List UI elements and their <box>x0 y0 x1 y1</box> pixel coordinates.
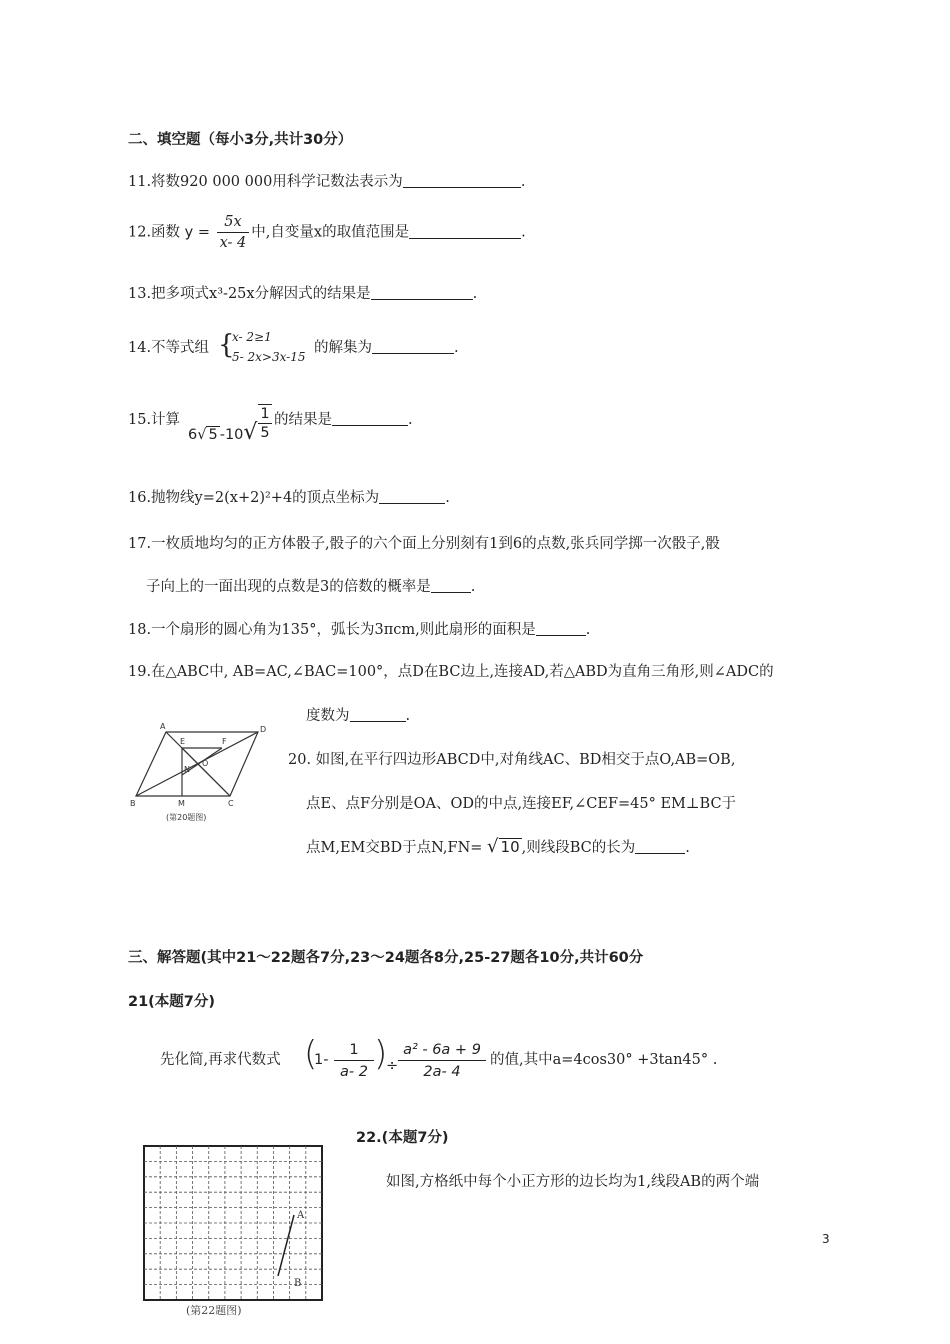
label-f: F <box>222 737 227 746</box>
label-b: B <box>294 1278 302 1289</box>
section-2-heading: 二、填空题（每小3分,共计30分） <box>128 132 353 148</box>
question-15-suffix: 的结果是 <box>274 412 332 428</box>
radicand-5: 5 <box>208 427 218 443</box>
question-11-text: 11.将数920 000 000用科学记数法表示为 <box>128 174 403 190</box>
period: . <box>585 622 591 638</box>
function-y: y = <box>184 224 211 241</box>
one-minus: 1- <box>314 1052 329 1068</box>
figure-20-parallelogram <box>122 720 282 830</box>
expression-sqrt: 6√ 5 -10√ <box>188 420 258 445</box>
question-15-tail <box>274 408 413 429</box>
answer-blank <box>372 339 454 354</box>
question-17-line-2 <box>146 575 475 596</box>
figure-22-caption: (第22题图) <box>186 1304 242 1317</box>
label-a: A <box>297 1210 305 1221</box>
label-o: O <box>202 759 209 768</box>
answer-blank <box>379 489 445 504</box>
answer-blank <box>536 621 586 636</box>
answer-blank <box>431 578 471 593</box>
coefficient-6: 6 <box>188 427 198 443</box>
answer-blank <box>371 285 473 300</box>
question-16 <box>128 486 450 507</box>
question-20-text-b: ,则线段BC的长为 <box>521 840 636 856</box>
label-n: N <box>184 765 190 774</box>
fraction-numerator: a² - 6a + 9 <box>398 1040 486 1061</box>
inequality-line-2: 5- 2x>3x-15 <box>232 350 306 364</box>
period: . <box>470 579 476 595</box>
question-22-heading: 22.(本题7分) <box>356 1130 449 1146</box>
answer-blank <box>403 173 521 188</box>
question-20-line-1: 20. 如图,在平行四边形ABCD中,对角线AC、BD相交于点O,AB=OB, <box>288 752 736 768</box>
inner-fraction <box>258 404 272 442</box>
question-20-line-3 <box>306 836 690 857</box>
answer-blank <box>409 224 521 239</box>
radicand-10: 10 <box>500 838 520 856</box>
fraction-1-over-a-2 <box>334 1040 374 1083</box>
question-14-prefix: 14.不等式组 <box>128 340 210 356</box>
diagonal-bd <box>136 732 258 796</box>
question-19-line-1: 19.在△ABC中, AB=AC,∠BAC=100°，点D在BC边上,连接AD,若△ABD为直角三角形,则∠ADC的 <box>128 664 774 680</box>
section-3-heading: 三、解答题(其中21～22题各7分,23～24题各8分,25-27题各10分,共计60分 <box>128 950 644 966</box>
fraction-numerator: 5x <box>217 212 250 233</box>
division-sign: ÷ <box>386 1058 399 1074</box>
question-12 <box>128 212 526 253</box>
period: . <box>405 708 411 724</box>
question-18 <box>128 618 590 639</box>
question-17-text: 子向上的一面出现的点数是3的倍数的概率是 <box>146 579 431 595</box>
question-19-line-2 <box>306 704 410 725</box>
figure-22-grid <box>138 1140 338 1320</box>
radical-sign: √ <box>487 836 499 857</box>
question-13 <box>128 282 477 303</box>
fraction-denominator: a- 2 <box>340 1064 368 1080</box>
question-22-line-1: 如图,方格纸中每个小正方形的边长均为1,线段AB的两个端 <box>386 1174 760 1190</box>
label-b: B <box>130 799 136 808</box>
question-21-suffix: 的值,其中a=4cos30° +3tan45° . <box>490 1052 718 1068</box>
grid-lines <box>144 1146 322 1300</box>
question-11 <box>128 170 525 191</box>
label-m: M <box>178 799 185 808</box>
system-brace: { <box>218 330 235 360</box>
label-a: A <box>160 722 166 731</box>
question-21-heading: 21(本题7分) <box>128 994 216 1010</box>
period: . <box>445 490 450 506</box>
question-14-suffix: 的解集为 <box>314 340 372 356</box>
figure-20-caption: (第20题图) <box>166 813 207 822</box>
period: . <box>472 286 478 302</box>
left-paren: ( <box>304 1034 318 1074</box>
coefficient-minus-10: -10 <box>219 427 244 443</box>
period: . <box>408 412 413 428</box>
label-e: E <box>180 737 186 746</box>
period: . <box>685 840 690 856</box>
question-14-tail <box>314 336 459 357</box>
question-12-suffix: 中,自变量x的取值范围是 <box>251 224 410 241</box>
question-15-prefix: 15.计算 <box>128 412 181 428</box>
period: . <box>454 340 459 356</box>
segment-ab <box>278 1215 294 1276</box>
question-16-text: 16.抛物线y=2(x+2)²+4的顶点坐标为 <box>128 490 380 506</box>
inner-numerator: 1 <box>258 405 272 424</box>
period: . <box>521 224 526 241</box>
fraction-denominator: 2a- 4 <box>423 1064 461 1080</box>
answer-blank <box>635 839 685 854</box>
period: . <box>520 174 526 190</box>
question-14 <box>128 336 209 357</box>
question-13-text: 13.把多项式x³-25x分解因式的结果是 <box>128 286 371 302</box>
inequality-line-1: x- 2≥1 <box>232 330 272 344</box>
label-c: C <box>228 799 234 808</box>
question-19-text: 度数为 <box>306 708 350 724</box>
right-paren: ) <box>374 1034 388 1074</box>
inner-denominator: 5 <box>260 425 270 441</box>
question-18-text: 18.一个扇形的圆心角为135°，弧长为3πcm,则此扇形的面积是 <box>128 622 536 638</box>
answer-blank <box>332 411 408 426</box>
fraction-5x-over-x-4 <box>217 212 250 253</box>
label-d: D <box>260 725 267 734</box>
fraction-denominator: x- 4 <box>219 235 247 251</box>
answer-blank <box>350 707 406 722</box>
question-20-text: 点M,EM交BD于点N,FN= <box>306 840 483 856</box>
radical-sign: √ <box>243 420 258 445</box>
question-17-line-1: 17.一枚质地均匀的正方体骰子,骰子的六个面上分别刻有1到6的点数,张兵同学掷一次骰子,骰 <box>128 536 720 552</box>
fraction-numerator: 1 <box>334 1040 374 1061</box>
fraction-quadratic <box>398 1040 486 1083</box>
question-21-prefix: 先化简,再求代数式 <box>160 1052 281 1068</box>
page-number: 3 <box>822 1232 830 1246</box>
question-12-prefix: 12.函数 <box>128 224 181 241</box>
question-20-line-2: 点E、点F分别是OA、OD的中点,连接EF,∠CEF=45° EM⊥BC于 <box>306 796 737 812</box>
